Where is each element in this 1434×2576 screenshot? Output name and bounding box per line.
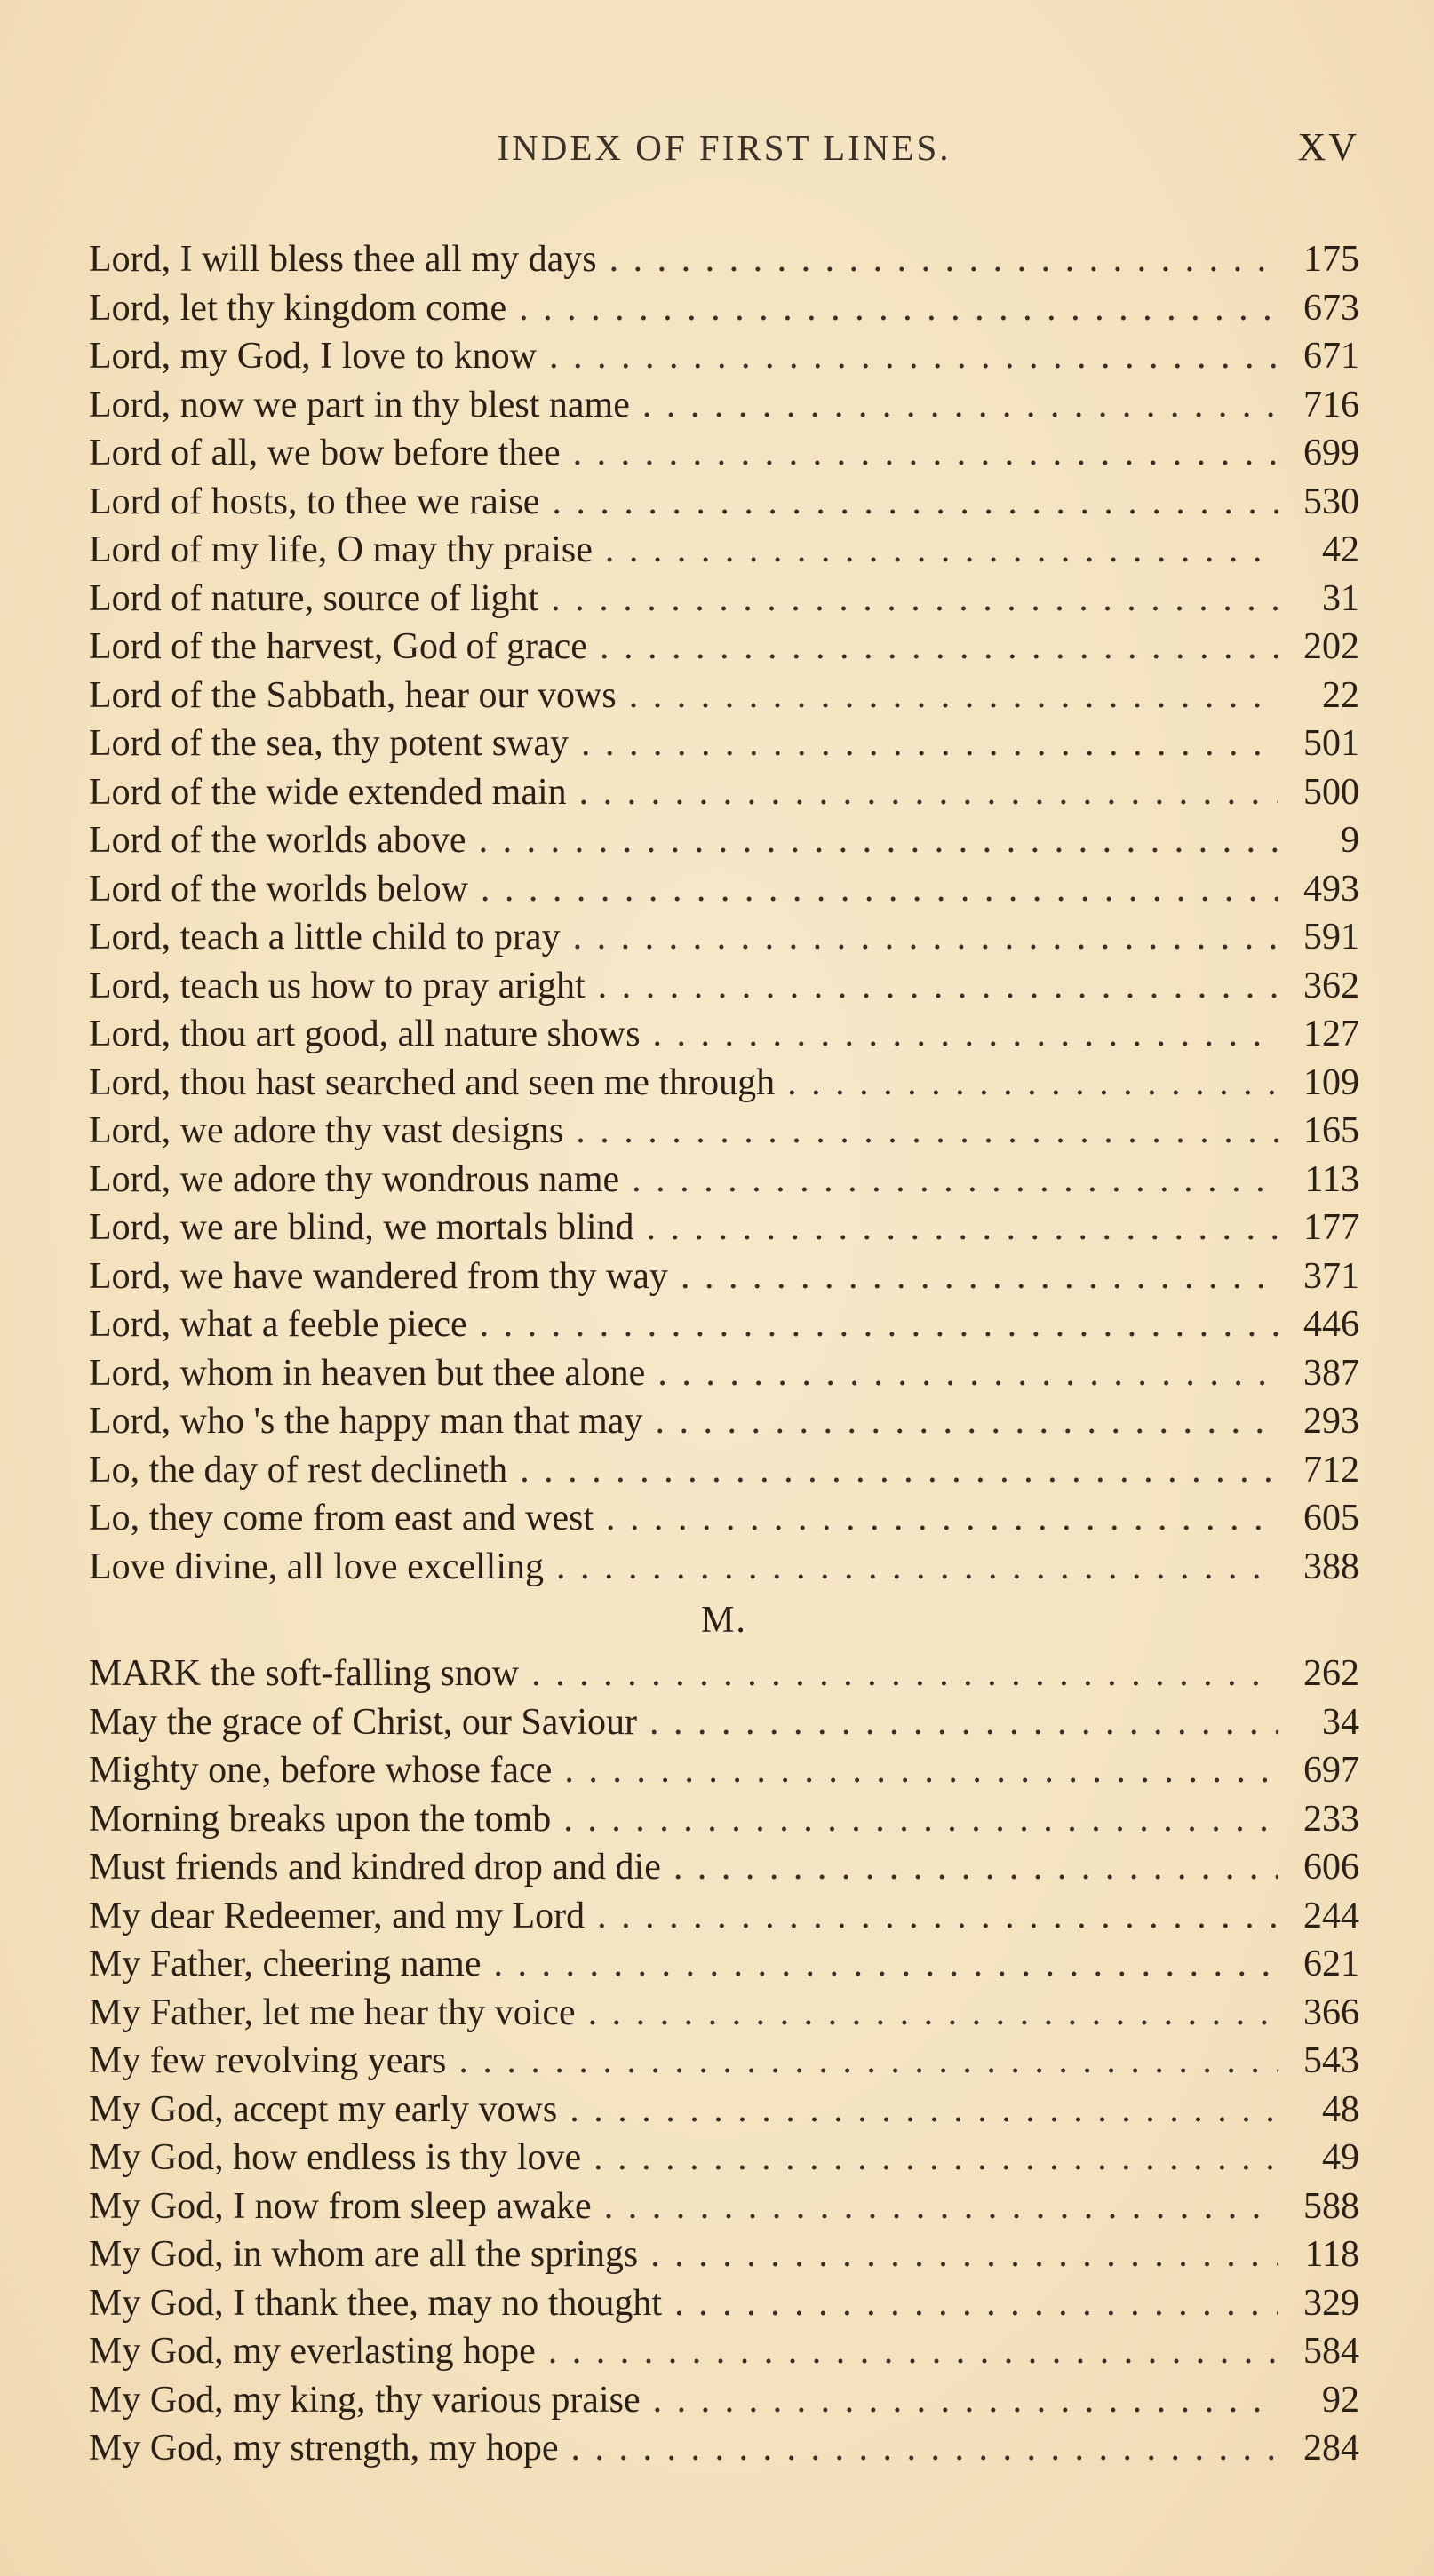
hymn-number: 48 — [1322, 2088, 1359, 2130]
hymn-number: 9 — [1341, 820, 1359, 861]
hymn-number: 42 — [1322, 529, 1359, 570]
first-line-text: Lord, thou hast searched and seen me through — [89, 1061, 776, 1103]
index-entry — [89, 1397, 1359, 1446]
index-entry — [89, 1300, 1359, 1349]
dot-leader — [537, 332, 1278, 381]
dot-leader — [557, 2086, 1278, 2135]
hymn-number: 34 — [1322, 1701, 1359, 1743]
index-entry — [89, 672, 1359, 720]
hymn-number: 621 — [1303, 1944, 1359, 1984]
hymn-number: 262 — [1303, 1653, 1359, 1694]
index-entry — [89, 623, 1359, 672]
index-entry — [89, 1010, 1359, 1059]
hymn-number: 92 — [1322, 2379, 1359, 2421]
hymn-number: 501 — [1303, 723, 1359, 764]
index-entry — [89, 816, 1359, 865]
dot-leader — [538, 575, 1278, 624]
index-group-l — [89, 235, 1359, 1591]
hymn-number: 671 — [1303, 336, 1359, 377]
dot-leader — [641, 1010, 1278, 1059]
hymn-number: 716 — [1303, 384, 1359, 425]
first-line-text: My dear Redeemer, and my Lord — [89, 1895, 586, 1936]
hymn-number: 244 — [1303, 1895, 1359, 1936]
dot-leader — [561, 913, 1278, 962]
dot-leader — [466, 816, 1278, 865]
first-line-text: Lord, we are blind, we mortals blind — [89, 1207, 634, 1248]
dot-leader — [536, 2327, 1278, 2376]
dot-leader — [567, 768, 1278, 817]
index-entry — [89, 1494, 1359, 1543]
first-line-text: Lo, they come from east and west — [89, 1498, 594, 1538]
first-line-text: Lord, whom in heaven but thee alone — [89, 1352, 646, 1394]
index-entry — [89, 1349, 1359, 1398]
dot-leader — [506, 284, 1278, 333]
first-line-text: Lord, my God, I love to know — [89, 336, 537, 377]
first-line-text: My God, I thank thee, may no thought — [89, 2282, 663, 2324]
hymn-number: 22 — [1322, 674, 1359, 716]
hymn-number: 388 — [1303, 1546, 1359, 1587]
dot-leader — [467, 1300, 1278, 1349]
first-line-text: Lo, the day of rest declineth — [89, 1449, 508, 1491]
dot-leader — [638, 2230, 1278, 2279]
index-entry — [89, 1543, 1359, 1592]
index-entry — [89, 1252, 1359, 1301]
first-line-text: My Father, let me hear thy voice — [89, 1992, 576, 2033]
dot-leader — [668, 1252, 1278, 1301]
index-entry — [89, 429, 1359, 478]
dot-leader — [551, 1795, 1278, 1844]
dot-leader — [576, 1989, 1278, 2038]
hymn-number: 113 — [1304, 1158, 1359, 1200]
dot-leader — [563, 1107, 1278, 1156]
hymn-number: 605 — [1303, 1498, 1359, 1538]
index-entry — [89, 865, 1359, 914]
hymn-number: 329 — [1303, 2282, 1359, 2324]
hymn-number: 127 — [1303, 1014, 1359, 1054]
hymn-number: 31 — [1322, 577, 1359, 619]
hymn-number: 591 — [1303, 917, 1359, 958]
first-line-text: My God, how endless is thy love — [89, 2137, 582, 2178]
first-line-text: My God, in whom are all the springs — [89, 2234, 639, 2275]
index-entry — [89, 1204, 1359, 1252]
index-entry — [89, 478, 1359, 527]
dot-leader — [558, 2424, 1278, 2473]
dot-leader — [662, 2279, 1278, 2328]
dot-leader — [552, 1746, 1278, 1795]
index-entry — [89, 1795, 1359, 1844]
dot-leader — [507, 1446, 1278, 1495]
index-entry — [89, 1892, 1359, 1941]
index-entry — [89, 235, 1359, 284]
index-entry — [89, 2424, 1359, 2473]
first-line-text: Mighty one, before whose face — [89, 1750, 553, 1791]
dot-leader — [641, 2376, 1278, 2425]
hymn-number: 165 — [1303, 1110, 1359, 1151]
first-line-text: Lord, let thy kingdom come — [89, 287, 507, 329]
index-list — [89, 235, 1359, 2473]
first-line-text: Lord of my life, O may thy praise — [89, 529, 593, 570]
dot-leader — [645, 1349, 1278, 1398]
dot-leader — [634, 1204, 1278, 1252]
first-line-text: Lord, we adore thy wondrous name — [89, 1158, 620, 1200]
section-heading-m: M. — [701, 1600, 747, 1641]
dot-leader — [581, 2134, 1278, 2182]
first-line-text: Lord, I will bless thee all my days — [89, 239, 597, 280]
index-entry — [89, 2230, 1359, 2279]
dot-leader — [587, 623, 1278, 672]
dot-leader — [661, 1843, 1278, 1892]
index-entry — [89, 1156, 1359, 1205]
first-line-text: Lord, teach a little child to pray — [89, 917, 561, 958]
index-entry — [89, 2086, 1359, 2135]
first-line-text: Lord of all, we bow before thee — [89, 433, 561, 473]
dot-leader — [597, 235, 1278, 284]
index-entry — [89, 1446, 1359, 1495]
hymn-number: 109 — [1303, 1061, 1359, 1103]
dot-leader — [544, 1543, 1278, 1592]
hymn-number: 446 — [1303, 1304, 1359, 1345]
index-entry — [89, 913, 1359, 962]
hymn-number: 500 — [1303, 771, 1359, 813]
hymn-number: 362 — [1303, 965, 1359, 1006]
first-line-text: Love divine, all love excelling — [89, 1546, 544, 1587]
dot-leader — [642, 1397, 1278, 1446]
first-line-text: Lord, what a feeble piece — [89, 1304, 467, 1345]
index-entry — [89, 284, 1359, 333]
first-line-text: Lord of nature, source of light — [89, 577, 539, 619]
index-entry — [89, 962, 1359, 1011]
first-line-text: Lord, who 's the happy man that may — [89, 1401, 643, 1442]
first-line-text: Lord of the Sabbath, hear our vows — [89, 674, 617, 716]
index-entry — [89, 1650, 1359, 1698]
first-line-text: Lord, teach us how to pray aright — [89, 965, 586, 1006]
dot-leader — [592, 2182, 1278, 2231]
hymn-number: 584 — [1303, 2331, 1359, 2372]
index-entry — [89, 1746, 1359, 1795]
index-entry — [89, 381, 1359, 430]
first-line-text: Lord of the worlds below — [89, 868, 468, 910]
index-entry — [89, 768, 1359, 817]
first-line-text: My God, accept my early vows — [89, 2088, 558, 2130]
first-line-text: My few revolving years — [89, 2040, 447, 2081]
hymn-number: 49 — [1322, 2137, 1359, 2178]
first-line-text: My Father, cheering name — [89, 1944, 482, 1984]
hymn-number: 606 — [1303, 1847, 1359, 1888]
hymn-number: 177 — [1303, 1207, 1359, 1248]
first-line-text: Lord of the harvest, God of grace — [89, 626, 587, 667]
hymn-number: 588 — [1303, 2185, 1359, 2227]
index-entry — [89, 2327, 1359, 2376]
hymn-number: 493 — [1303, 868, 1359, 910]
first-line-text: Lord, we have wandered from thy way — [89, 1255, 668, 1297]
first-line-text: My God, I now from sleep awake — [89, 2185, 592, 2227]
dot-leader — [619, 1156, 1278, 1205]
first-line-text: Lord, thou art good, all nature shows — [89, 1014, 641, 1054]
hymn-number: 712 — [1303, 1449, 1359, 1491]
first-line-text: My God, my everlasting hope — [89, 2331, 536, 2372]
hymn-number: 697 — [1303, 1750, 1359, 1791]
dot-leader — [617, 672, 1278, 720]
first-line-text: Lord of the sea, thy potent sway — [89, 723, 570, 764]
index-entry — [89, 2376, 1359, 2425]
index-entry — [89, 1940, 1359, 1989]
first-line-text: Lord of the worlds above — [89, 820, 466, 861]
page-number: XV — [1297, 125, 1359, 169]
first-line-text: Lord of hosts, to thee we raise — [89, 481, 540, 522]
dot-leader — [569, 720, 1278, 768]
first-line-text: My God, my strength, my hope — [89, 2428, 559, 2469]
hymn-number: 366 — [1303, 1992, 1359, 2033]
hymn-number: 175 — [1303, 239, 1359, 280]
dot-leader — [519, 1650, 1278, 1698]
dot-leader — [482, 1940, 1279, 1989]
hymn-number: 699 — [1303, 433, 1359, 473]
hymn-number: 387 — [1303, 1352, 1359, 1394]
dot-leader — [586, 962, 1278, 1011]
index-entry — [89, 2134, 1359, 2182]
dot-leader — [594, 1494, 1278, 1543]
first-line-text: MARK the soft-falling snow — [89, 1653, 520, 1694]
first-line-text: Lord, now we part in thy blest name — [89, 384, 630, 425]
index-entry — [89, 1107, 1359, 1156]
dot-leader — [446, 2037, 1278, 2086]
dot-leader — [630, 381, 1278, 430]
first-line-text: Lord of the wide extended main — [89, 771, 567, 813]
first-line-text: May the grace of Christ, our Saviour — [89, 1701, 638, 1743]
dot-leader — [561, 429, 1278, 478]
index-entry — [89, 1059, 1359, 1108]
index-entry — [89, 720, 1359, 768]
hymn-number: 530 — [1303, 481, 1359, 522]
hymn-number: 543 — [1303, 2040, 1359, 2081]
index-entry — [89, 332, 1359, 381]
first-line-text: My God, my king, thy various praise — [89, 2379, 641, 2421]
dot-leader — [775, 1059, 1278, 1108]
first-line-text: Must friends and kindred drop and die — [89, 1847, 661, 1888]
index-entry — [89, 1698, 1359, 1747]
hymn-number: 202 — [1303, 626, 1359, 667]
hymn-number: 284 — [1303, 2428, 1359, 2469]
hymn-number: 293 — [1303, 1401, 1359, 1442]
hymn-number: 118 — [1304, 2234, 1359, 2275]
page-header — [89, 115, 1359, 169]
dot-leader — [539, 478, 1278, 527]
dot-leader — [593, 526, 1278, 575]
index-entry — [89, 2182, 1359, 2231]
index-entry — [89, 526, 1359, 575]
running-title: INDEX OF FIRST LINES. — [497, 127, 952, 168]
dot-leader — [468, 865, 1278, 914]
first-line-text: Lord, we adore thy vast designs — [89, 1110, 564, 1151]
first-line-text: Morning breaks upon the tomb — [89, 1798, 552, 1840]
index-entry — [89, 1989, 1359, 2038]
index-group-m — [89, 1650, 1359, 2473]
dot-leader — [637, 1698, 1278, 1747]
index-entry — [89, 2279, 1359, 2328]
dot-leader — [585, 1892, 1278, 1941]
index-entry — [89, 2037, 1359, 2086]
index-entry — [89, 575, 1359, 624]
hymn-number: 233 — [1303, 1798, 1359, 1840]
hymn-number: 371 — [1303, 1255, 1359, 1297]
index-entry — [89, 1843, 1359, 1892]
hymn-number: 673 — [1303, 287, 1359, 329]
